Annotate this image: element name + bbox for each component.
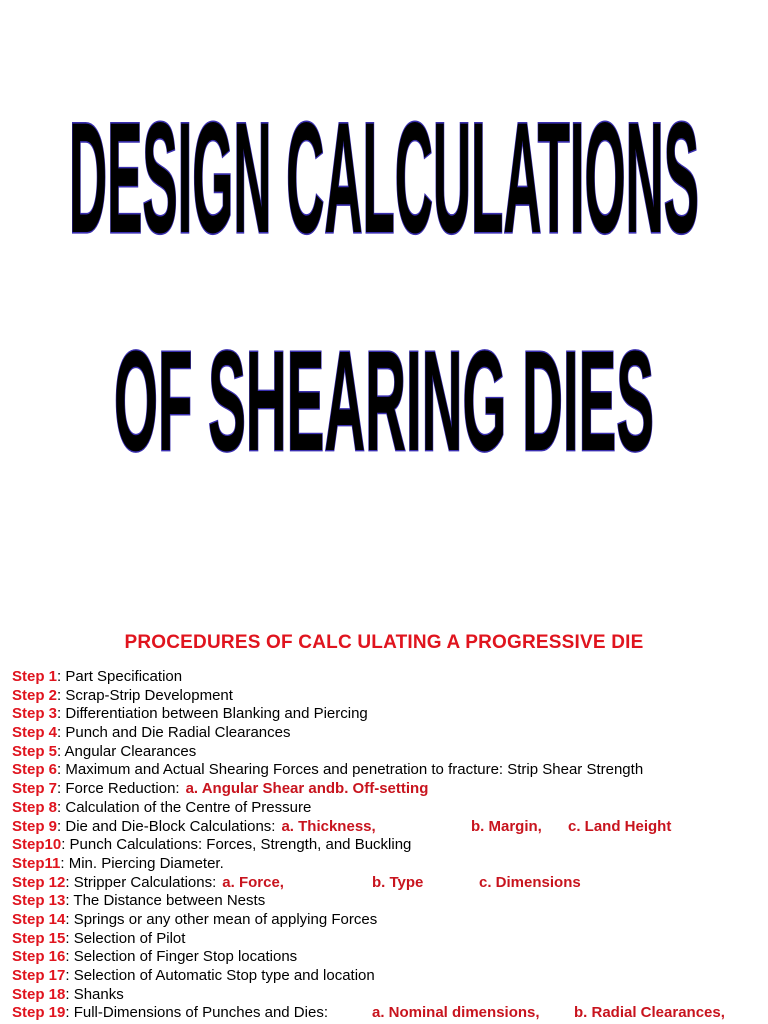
step-text: Scrap-Strip Development <box>61 686 233 704</box>
step-sub-item: c. Dimensions <box>479 873 581 891</box>
step-label: Step10 <box>12 836 62 854</box>
step-label: Step 12 <box>12 873 66 891</box>
step-text: Min. Piercing Diameter. <box>64 854 224 872</box>
steps-list <box>12 668 762 1023</box>
step-row: Step 1: Part Specification <box>12 668 183 685</box>
step-row: Step 14: Springs or any other mean of applying Forces <box>12 910 378 928</box>
step-row: Step 2: Scrap-Strip Development <box>12 686 233 704</box>
step-text: Maximum and Actual Shearing Forces and penetration to fracture: Strip Shear Strength <box>61 761 644 779</box>
step-text: Selection of Pilot <box>69 929 186 947</box>
step-label: Step 15 <box>12 929 66 947</box>
step-text: Calculation of the Centre of Pressure <box>61 798 312 816</box>
step-row: Step 9: Die and Die-Block Calculations: a. Thickness, b. Margin, c. Land Height <box>12 817 672 835</box>
step-text: Force Reduction: <box>61 780 180 798</box>
step-label: Step 7 <box>12 780 58 798</box>
step-label: Step 8 <box>12 798 58 816</box>
step-sub-item: a. Angular Shear andb. Off-setting <box>185 780 429 798</box>
step-label: Step 4 <box>12 724 58 742</box>
step-row: Step 18: Shanks <box>12 985 124 1003</box>
step-text: Selection of Automatic Stop type and location <box>69 967 375 984</box>
step-text: Shanks <box>69 985 124 1003</box>
step-row: Step 16: Selection of Finger Stop locations <box>12 948 298 966</box>
step-sub-item: a. Thickness, <box>281 817 376 835</box>
step-text: Part Specification <box>61 668 183 685</box>
step-sub-item: b. Margin, <box>471 817 542 835</box>
title-line-2: OF SHEARING DIES <box>113 322 654 482</box>
procedures-heading: PROCEDURES OF CALC ULATING A PROGRESSIVE DIE <box>124 632 644 653</box>
step-row: Step 19: Full-Dimensions of Punches and Dies: a. Nominal dimensions, b. Radial Clearances, <box>12 1004 725 1022</box>
step-text: Punch and Die Radial Clearances <box>61 724 291 742</box>
step-row: Step 17: Selection of Automatic Stop type and location <box>12 967 375 984</box>
step-label: Step 5 <box>12 742 58 760</box>
step-label: Step 3 <box>12 705 58 723</box>
step-text: Springs or any other mean of applying Forces <box>69 910 378 928</box>
step-text: Die and Die-Block Calculations: <box>61 817 276 835</box>
step-label: Step 14 <box>12 910 66 928</box>
step-row: Step 13: The Distance between Nests <box>12 892 266 910</box>
step-row: Step 12: Stripper Calculations: a. Force, b. Type c. Dimensions <box>12 873 581 891</box>
step-label: Step 17 <box>12 967 66 984</box>
step-text: The Distance between Nests <box>69 892 266 910</box>
step-row: Step10: Punch Calculations: Forces, Strength, and Buckling <box>12 836 412 854</box>
step-label: Step 16 <box>12 948 66 966</box>
step-text: Stripper Calculations: <box>69 873 217 891</box>
step-row: Step 15: Selection of Pilot <box>12 929 186 947</box>
step-row: Step 6: Maximum and Actual Shearing Forces and penetration to fracture: Strip Shear Strength <box>12 761 644 779</box>
step-label: Step 9 <box>12 817 58 835</box>
step-label: Step 6 <box>12 761 58 779</box>
step-label: Step 18 <box>12 985 66 1003</box>
step-sub-item: b. Radial Clearances, <box>574 1004 725 1022</box>
step-sub-item: a. Nominal dimensions, <box>372 1004 540 1022</box>
step-row: Step 4: Punch and Die Radial Clearances <box>12 724 291 742</box>
title-line-1: DESIGN CALCULATIONS <box>69 89 699 266</box>
step-row: Step 5: Angular Clearances <box>12 742 197 760</box>
step-row: Step 7: Force Reduction: a. Angular Shear andb. Off-setting <box>12 780 429 798</box>
step-sub-item: c. Land Height <box>568 817 672 835</box>
step-row: Step 3: Differentiation between Blanking and Piercing <box>12 705 368 723</box>
step-text: Punch Calculations: Forces, Strength, and Buckling <box>65 836 412 854</box>
step-label: Step11 <box>12 854 61 872</box>
step-sub-item: a. Force, <box>222 873 284 891</box>
step-text: Differentiation between Blanking and Piercing <box>61 705 368 723</box>
step-label: Step 13 <box>12 892 66 910</box>
step-row: Step11: Min. Piercing Diameter. <box>12 854 224 872</box>
step-label: Step 19 <box>12 1004 66 1022</box>
step-sub-item: b. Type <box>372 873 424 891</box>
step-label: Step 1 <box>12 668 58 685</box>
step-text: Full-Dimensions of Punches and Dies: <box>69 1004 328 1022</box>
step-text: Selection of Finger Stop locations <box>69 948 298 966</box>
step-text: Angular Clearances <box>61 742 197 760</box>
step-label: Step 2 <box>12 686 58 704</box>
step-row: Step 8: Calculation of the Centre of Pressure <box>12 798 312 816</box>
